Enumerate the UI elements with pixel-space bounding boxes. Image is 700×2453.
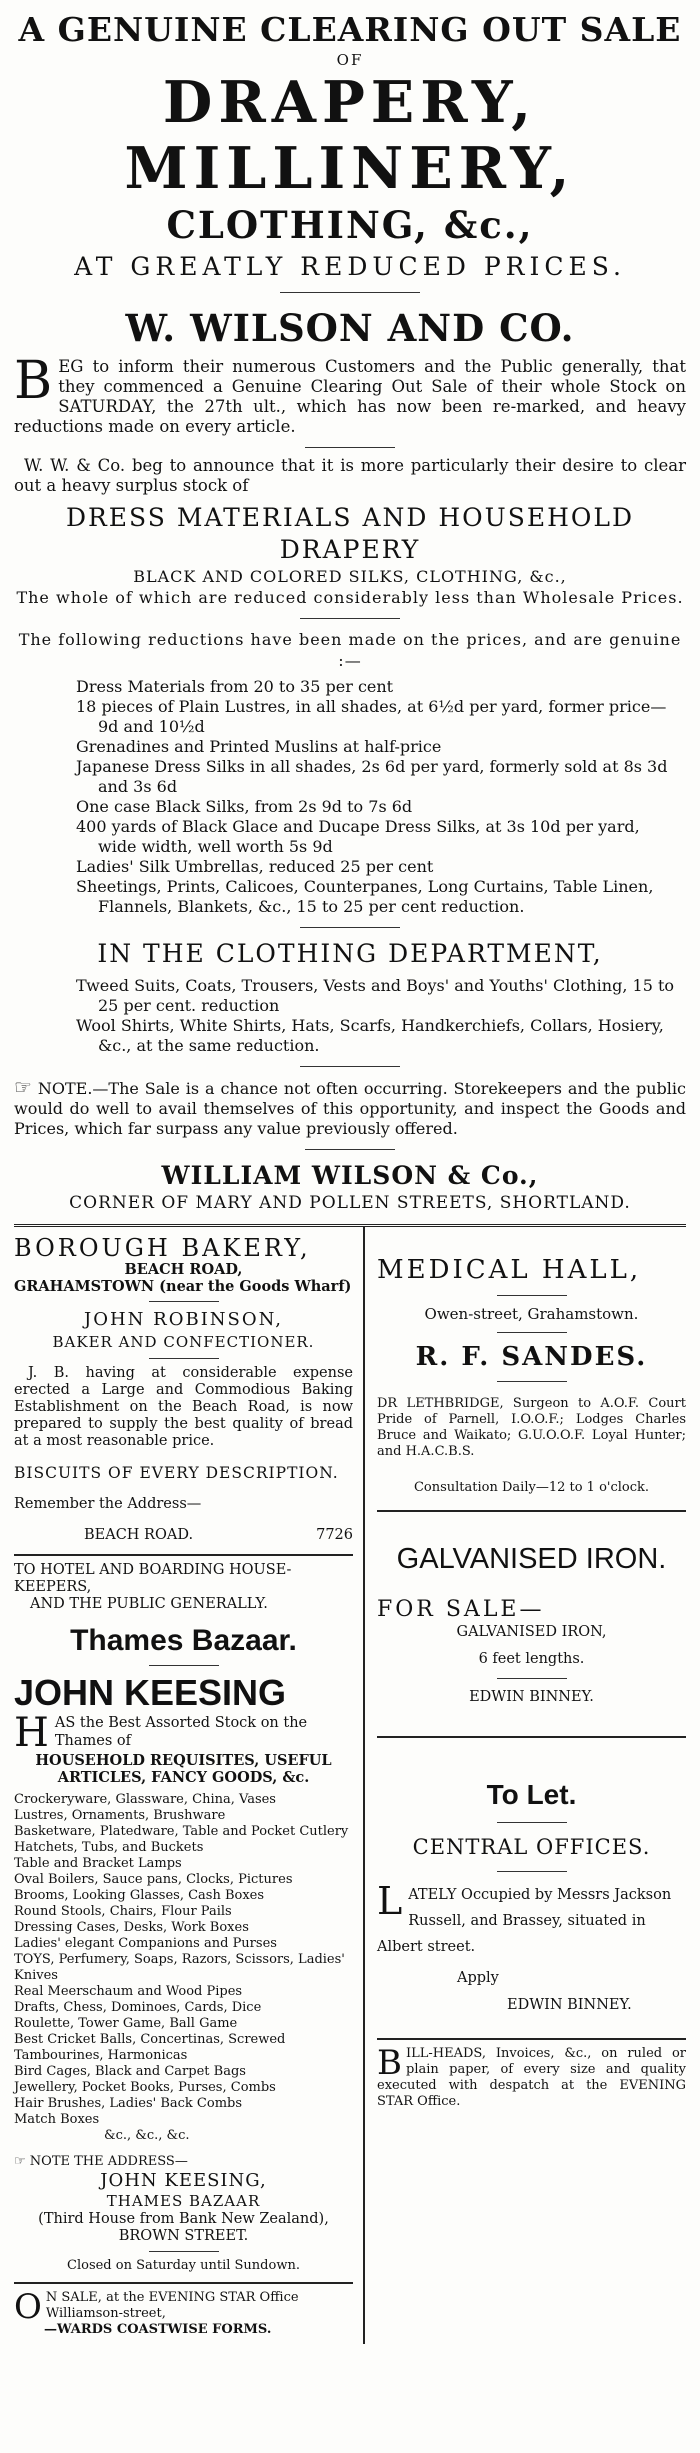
bakery-body: J. B. having at considerable expense erected a Large and Commodious Baking Establishment on the Beach Road, is now prepared to supply the best quality of bread at a most reasonable price. [14, 1365, 353, 1449]
list-item: Oval Boilers, Sauce pans, Clocks, Pictures [14, 1872, 293, 1887]
list-item: Ladies' Silk Umbrellas, reduced 25 per cent [76, 857, 434, 876]
bakery-remember: Remember the Address— [14, 1496, 202, 1512]
list-item: Basketware, Platedware, Table and Pocket Cutlery [14, 1824, 349, 1839]
pointing-hand-icon: ☞ [14, 1075, 32, 1099]
medical-hall-advertisement [377, 1227, 686, 1512]
list-item: Tweed Suits, Coats, Trousers, Vests and Boys' and Youths' Clothing, 15 to 25 per cent. reduction [76, 976, 675, 1015]
iron-seller: EDWIN BINNEY. [469, 1689, 594, 1705]
headline-reduced-prices: AT GREATLY REDUCED PRICES. [74, 252, 626, 281]
bill-heads-body: ILL-HEADS, Invoices, &c., on ruled or plain paper, of every size and quality executed with despatch at the EVENING STAR Office. [377, 2046, 686, 2109]
list-item: Best Cricket Balls, Concertinas, Screwed Tambourines, Harmonicas [14, 2032, 286, 2063]
bakery-owner: JOHN ROBINSON, [84, 1309, 283, 1330]
section-dress-materials: DRESS MATERIALS AND HOUSEHOLD DRAPERY [65, 503, 635, 564]
bakery-title: BOROUGH BAKERY, [14, 1234, 311, 1262]
short-divider [497, 1822, 567, 1823]
bazaar-sig-shop: THAMES BAZAAR [106, 2192, 261, 2210]
medical-hall-body: DR LETHBRIDGE, Surgeon to A.O.F. Court Pride of Parnell, I.O.O.F.; Lodges Charles Bruce and Waikato; G.U.O.O.F. Loyal Hunter; and H.A.C.B.S. [377, 1396, 686, 1459]
right-column [365, 1227, 686, 2344]
bazaar-sig-street: BROWN STREET. [118, 2228, 249, 2244]
bazaar-closed: Closed on Saturday until Sundown. [67, 2258, 300, 2273]
short-divider [149, 1665, 219, 1666]
iron-item: GALVANISED IRON, [456, 1624, 607, 1640]
list-item: Drafts, Chess, Dominoes, Cards, Dice [14, 2000, 262, 2015]
drop-cap-l: L [377, 1879, 403, 1923]
short-divider [300, 618, 400, 619]
list-item: TOYS, Perfumery, Soaps, Razors, Scissors, Ladies' Knives [14, 1952, 345, 1983]
iron-title: GALVANISED IRON. [396, 1543, 667, 1575]
list-item: Roulette, Tower Game, Ball Game [14, 2016, 238, 2031]
drop-cap-b2: B [377, 2043, 402, 2083]
clothing-list [14, 976, 686, 1056]
medical-hall-proprietor: R. F. SANDES. [415, 1342, 648, 1372]
list-item: 18 pieces of Plain Lustres, in all shades, at 6½d per yard, former price— 9d and 10½d [76, 697, 667, 736]
tolet-signature: EDWIN BINNEY. [507, 1997, 632, 2013]
intro-paragraph: BEG to inform their numerous Customers and the Public generally, that they commenced a Genuine Clearing Out Sale of their whole Stock on SATURDAY, the 27th ult., which has now been re-marked, and heavy reductions made on every article. [14, 351, 686, 436]
list-item: Bird Cages, Black and Carpet Bags [14, 2064, 246, 2079]
short-divider [305, 447, 395, 448]
tolet-apply: Apply [457, 1970, 499, 1986]
iron-length: 6 feet lengths. [478, 1651, 585, 1667]
coastwise-line2: —WARDS COASTWISE FORMS. [44, 2322, 272, 2337]
headline-of: OF [336, 51, 364, 69]
firm-name: W. WILSON AND CO. [125, 306, 575, 350]
bazaar-note: ☞ NOTE THE ADDRESS— [14, 2154, 188, 2169]
list-item: Real Meerschaum and Wood Pipes [14, 1984, 243, 1999]
section-silks-sub: BLACK AND COLORED SILKS, CLOTHING, &c., [133, 567, 567, 586]
short-divider [497, 1381, 567, 1382]
list-item: Round Stools, Chairs, Flour Pails [14, 1904, 232, 1919]
coastwise-forms-notice [14, 2282, 353, 2344]
short-divider [149, 1301, 219, 1302]
list-item: Dressing Cases, Desks, Work Boxes [14, 1920, 249, 1935]
drop-cap-o: O [14, 2287, 42, 2327]
drop-cap-h: H [14, 1710, 49, 1756]
signature-wilson: WILLIAM WILSON & Co., [161, 1161, 539, 1190]
wilson-address: CORNER OF MARY AND POLLEN STREETS, SHORTLAND. [69, 1193, 631, 1213]
bazaar-items-list [14, 1792, 353, 2144]
list-item: Dress Materials from 20 to 35 per cent [76, 677, 394, 696]
list-item: Table and Bracket Lamps [14, 1856, 182, 1871]
short-divider [497, 1295, 567, 1296]
list-item: Jewellery, Pocket Books, Purses, Combs [14, 2080, 276, 2095]
reductions-intro: The following reductions have been made on the prices, and are genuine :— [18, 630, 682, 670]
medical-hall-hours: Consultation Daily—12 to 1 o'clock. [413, 1480, 650, 1495]
bazaar-heading: HOUSEHOLD REQUISITES, USEFUL ARTICLES, FANCY GOODS, &c. [35, 1752, 332, 1786]
list-item: 400 yards of Black Glace and Ducape Dress Silks, at 3s 10d per yard, wide width, well worth 5s 9d [76, 817, 640, 856]
bazaar-to-line2: AND THE PUBLIC GENERALLY. [30, 1596, 268, 1612]
bazaar-sig-where: (Third House from Bank New Zealand), [38, 2211, 329, 2227]
list-item: Grenadines and Printed Muslins at half-price [76, 737, 442, 756]
bazaar-advertisement [14, 1556, 353, 2282]
list-item: Ladies' elegant Companions and Purses [14, 1936, 277, 1951]
short-divider [300, 1066, 400, 1067]
tolet-title: To Let. [486, 1779, 577, 1810]
list-item: Japanese Dress Silks in all shades, 2s 6d per yard, formerly sold at 8s 3d and 3s 6d [76, 757, 668, 796]
bazaar-title: Thames Bazaar. [70, 1624, 297, 1657]
list-item: Wool Shirts, White Shirts, Hats, Scarfs, Handkerchiefs, Collars, Hosiery, &c., at the same reduction. [76, 1016, 664, 1055]
drop-cap-b: B [14, 351, 53, 411]
reductions-list [14, 677, 686, 917]
classified-columns [14, 1224, 686, 2344]
headline-drapery: DRAPERY, MILLINERY, [124, 69, 576, 202]
list-item: Match Boxes [14, 2112, 100, 2127]
left-column [14, 1227, 365, 2344]
list-item: Lustres, Ornaments, Brushware [14, 1808, 226, 1823]
medical-hall-title: MEDICAL HALL, [377, 1255, 642, 1285]
note-paragraph: ☞ NOTE.—The Sale is a chance not often occurring. Storekeepers and the public would do well to avail themselves of this opportunity, and inspect the Goods and Prices, which far surpass any value previously offered. [14, 1075, 686, 1138]
tolet-name: CENTRAL OFFICES. [412, 1835, 651, 1859]
short-divider [149, 2251, 219, 2252]
bakery-biscuits: BISCUITS OF EVERY DESCRIPTION. [14, 1464, 339, 1482]
list-item: Hatchets, Tubs, and Buckets [14, 1840, 204, 1855]
short-divider [497, 1678, 567, 1679]
bazaar-intro: HAS the Best Assorted Stock on the Thames of [14, 1710, 308, 1756]
headline-clearing-sale: A GENUINE CLEARING OUT SALE [18, 10, 682, 49]
bazaar-owner: JOHN KEESING [14, 1672, 287, 1713]
surplus-paragraph: W. W. & Co. beg to announce that it is more particularly their desire to clear out a heavy surplus stock of [14, 456, 686, 495]
iron-forsale: FOR SALE— [377, 1597, 545, 1622]
list-item: Brooms, Looking Glasses, Cash Boxes [14, 1888, 265, 1903]
coastwise-line1: N SALE, at the EVENING STAR Office Williamson-street, [45, 2290, 299, 2321]
short-divider [497, 1332, 567, 1333]
list-item: Sheetings, Prints, Calicoes, Counterpanes, Long Curtains, Table Linen, Flannels, Blankets, &c., 15 to 25 per cent reduction. [76, 877, 654, 916]
bakery-advertisement [14, 1227, 353, 1556]
bakery-trade: BAKER AND CONFECTIONER. [52, 1333, 315, 1351]
short-divider [305, 1149, 395, 1150]
bazaar-etc: &c., &c., &c. [104, 2128, 190, 2143]
bakery-road: BEACH ROAD, [124, 1261, 243, 1278]
short-divider [149, 1358, 219, 1359]
section-wholesale-note: The whole of which are reduced considerably less than Wholesale Prices. [16, 588, 684, 607]
bakery-ref-number: 7726 [316, 1527, 353, 1543]
bakery-town: GRAHAMSTOWN (near the Goods Wharf) [14, 1278, 352, 1295]
short-divider [300, 927, 400, 928]
section-clothing-department: IN THE CLOTHING DEPARTMENT, [97, 939, 603, 968]
bakery-address: BEACH ROAD. [84, 1527, 194, 1543]
list-item: Crockeryware, Glassware, China, Vases [14, 1792, 276, 1807]
to-let-advertisement [377, 1738, 686, 2040]
bazaar-sig-name: JOHN KEESING, [100, 2170, 267, 2191]
short-divider [497, 1871, 567, 1872]
bazaar-to-line1: TO HOTEL AND BOARDING HOUSE-KEEPERS, [14, 1562, 292, 1595]
headline-clothing: CLOTHING, &c., [166, 203, 534, 247]
list-item: One case Black Silks, from 2s 9d to 7s 6d [76, 797, 413, 816]
medical-hall-street: Owen-street, Grahamstown. [424, 1305, 639, 1323]
list-item: Hair Brushes, Ladies' Back Combs [14, 2096, 243, 2111]
bill-heads-notice [377, 2040, 686, 2116]
tolet-body: LATELY Occupied by Messrs Jackson Russell, and Brassey, situated in Albert street. [377, 1879, 672, 1955]
galvanised-iron-advertisement [377, 1512, 686, 1738]
wilson-advertisement [14, 10, 686, 1214]
short-divider [280, 292, 420, 293]
